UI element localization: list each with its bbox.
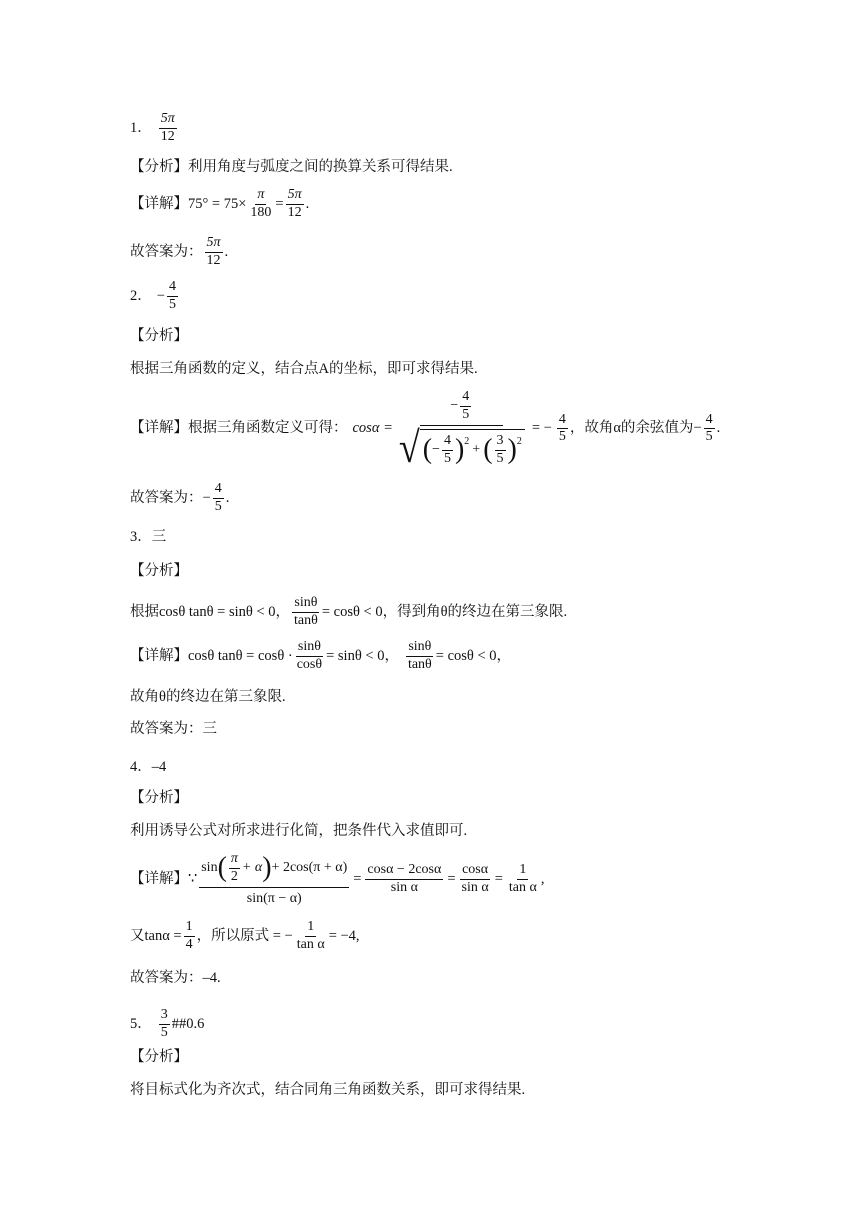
q2-answer-line	[130, 280, 180, 312]
q2-big-num	[420, 390, 503, 426]
q3-l2c: = cosθ < 0，	[435, 647, 512, 664]
q4-l2c: = −4,	[328, 927, 360, 944]
q3-f2n: sinθ	[296, 640, 323, 657]
q4-itd: tan α	[296, 936, 325, 952]
q1-final-answer	[130, 236, 228, 268]
q4-frac3	[460, 863, 491, 895]
q5-d: 5	[160, 1024, 168, 1040]
q3-l1a: 根据cosθ tanθ = sinθ < 0，	[130, 603, 291, 620]
q2-r5: 5	[558, 429, 566, 445]
q4-l2b: ，所以原式 = −	[196, 927, 293, 944]
q1-180: 180	[250, 204, 272, 220]
q1-result-den: 12	[287, 204, 302, 220]
q4-f3d: sin α	[461, 880, 489, 896]
q3-frac2	[295, 640, 324, 672]
q2-minus: −	[156, 287, 165, 304]
q1-result-fraction	[286, 188, 304, 220]
q1-answer-line	[130, 112, 179, 144]
q2-neg-four-fifths	[460, 390, 471, 422]
q3-l1b: = cosθ < 0，得到角θ的终边在第三象限.	[321, 603, 568, 620]
q3-number: 3．	[130, 529, 152, 545]
q2-result	[557, 413, 568, 445]
q4-f4d: tan α	[508, 880, 537, 896]
q3-analysis-text	[130, 596, 567, 628]
q4-number: 4．	[130, 759, 152, 775]
q2-cos-alpha: cosα =	[352, 420, 393, 437]
q4-big-fraction	[199, 852, 349, 907]
q4-sin: sin	[201, 859, 218, 875]
q4-answer-line	[130, 760, 166, 775]
q5-answer-fraction	[159, 1008, 170, 1040]
q2-analysis-label: 【分析】	[130, 328, 188, 344]
q1-solution-label: 【详解】	[130, 195, 188, 212]
sqrt-icon: √ ( − $\frac{4}{5}$ ) 2 + ( $\frac{3}{5}$ ) 2	[399, 429, 525, 467]
q3-f2d: cosθ	[296, 656, 323, 672]
q3-f3d: tanθ	[407, 656, 432, 672]
q4-analysis-label: 【分析】	[130, 790, 188, 806]
q4-inv-tan	[295, 920, 327, 952]
q2-answer-fraction	[167, 280, 178, 312]
q5-alt-answer: ##0.6	[171, 1015, 205, 1032]
q4-it1: 1	[305, 920, 316, 937]
q1-answer-denominator: 12	[160, 128, 175, 144]
q4-q4: 4	[185, 936, 193, 952]
q4-pi-half	[229, 852, 240, 884]
q5-answer-line	[130, 1008, 204, 1040]
q3-f1n: sinθ	[292, 596, 319, 613]
q2-big-den	[397, 424, 527, 473]
q3-frac3	[406, 640, 434, 672]
q4-eq1: =	[353, 871, 362, 888]
q2-solution	[130, 389, 721, 473]
q4-line2	[130, 920, 360, 952]
q4-f2d: sin α	[390, 880, 418, 896]
q4-quarter	[184, 920, 195, 952]
q3-f3n: sinθ	[406, 640, 433, 657]
q4-eq2: =	[447, 871, 456, 888]
q2-tail-fraction	[704, 413, 715, 445]
q1-degree-expr: 75° = 75×	[188, 195, 247, 212]
q2-ans-den: 5	[168, 296, 176, 312]
q2-t5: 5	[705, 429, 713, 445]
q4-big-num: sin ( $\frac{\pi}{2}$ + α ) + 2cos(π + α)	[199, 852, 349, 888]
q3-final-answer: 故答案为：三	[130, 721, 217, 737]
q4-frac2	[365, 863, 443, 895]
q2-d3: 3	[495, 434, 506, 451]
q3-answer: 三	[151, 529, 167, 545]
q2-final-label: 故答案为：	[130, 489, 203, 506]
q1-period: .	[305, 195, 310, 212]
q1-analysis-label: 【分析】	[130, 159, 188, 175]
q1-solution	[130, 188, 309, 220]
q2-tail-minus: −	[693, 420, 702, 437]
q5-analysis-text: 将目标式化为齐次式，结合同角三角函数关系，即可求得结果.	[130, 1082, 526, 1098]
q4-two-cos: + 2cos(π + α)	[271, 859, 348, 875]
q2-d5b: 5	[496, 450, 504, 466]
q1-number: 1．	[130, 119, 152, 136]
q2-solution-label: 【详解】	[130, 420, 188, 437]
q4-big-den: sin(π − α)	[246, 891, 302, 907]
q1-final-den: 12	[206, 252, 221, 268]
q2-final-period: .	[225, 489, 230, 506]
q2-d5: 5	[443, 450, 451, 466]
q1-final-label: 故答案为：	[130, 243, 203, 260]
because-icon: ∵	[188, 871, 198, 888]
q4-plus-alpha: + α	[241, 859, 263, 875]
q3-l2a: cosθ tanθ = cosθ ·	[188, 647, 293, 664]
q2-number: 2．	[130, 287, 152, 304]
q4-f3n: cosα	[460, 863, 490, 880]
q2-r4: 4	[557, 413, 568, 430]
q4-solution	[130, 852, 544, 907]
q3-f1d: tanθ	[294, 612, 318, 628]
q1-analysis-text: 利用角度与弧度之间的换算关系可得结果.	[188, 159, 453, 175]
q3-conclusion: 故角θ的终边在第三象限.	[130, 689, 286, 705]
q4-answer: –4	[151, 759, 167, 775]
q3-solution-label: 【详解】	[130, 647, 188, 664]
q4-eq3: =	[494, 871, 503, 888]
q1-analysis	[130, 160, 453, 175]
q4-final-answer: 故答案为：–4.	[130, 970, 221, 986]
q2-n5: 5	[462, 406, 470, 422]
q2-f5: 5	[214, 498, 222, 514]
q3-answer-line	[130, 530, 166, 545]
q1-result-num: 5π	[286, 188, 304, 205]
q4-f2n: cosα − 2cosα	[365, 863, 443, 880]
q2-analysis-text: 根据三角函数的定义，结合点A的坐标，即可求得结果.	[130, 361, 478, 377]
q2-eq: = −	[531, 420, 552, 437]
q4-analysis-text: 利用诱导公式对所求进行化简，把条件代入求值即可.	[130, 823, 468, 839]
q4-2: 2	[230, 868, 238, 884]
q1-final-period: .	[224, 243, 229, 260]
q2-d4: 4	[442, 434, 453, 451]
q1-pi: π	[255, 188, 266, 205]
q1-answer-numerator: 5π	[159, 112, 177, 129]
q2-tail-period: .	[716, 420, 721, 437]
q2-f4: 4	[213, 482, 224, 499]
q1-equals: =	[275, 195, 284, 212]
q2-tail-text: ，故角α的余弦值为	[569, 420, 694, 437]
q1-final-num: 5π	[205, 236, 223, 253]
q2-big-fraction	[397, 389, 527, 473]
q5-number: 5．	[130, 1015, 152, 1032]
q4-comma: ,	[540, 871, 545, 888]
q4-f4n: 1	[517, 863, 528, 880]
q4-q1: 1	[184, 920, 195, 937]
q2-final-fraction	[213, 482, 224, 514]
q4-frac4	[507, 863, 539, 895]
q4-l2a: 又tanα =	[130, 927, 182, 944]
q1-final-fraction	[205, 236, 223, 268]
q5-analysis-label: 【分析】	[130, 1049, 188, 1065]
q2-ans-num: 4	[167, 280, 178, 297]
q4-pi: π	[229, 852, 240, 869]
q3-frac1	[292, 596, 320, 628]
q4-solution-label: 【详解】	[130, 871, 188, 888]
q2-n4: 4	[460, 390, 471, 407]
q2-final-answer	[130, 482, 229, 514]
q2-neg: −	[450, 397, 459, 413]
q3-l2b: = sinθ < 0，	[326, 647, 399, 664]
q2-solution-text: 根据三角函数定义可得：	[188, 420, 348, 437]
q1-pi-over-180	[248, 188, 273, 220]
q3-solution	[130, 640, 511, 672]
q2-t4: 4	[704, 413, 715, 430]
q1-answer-fraction	[159, 112, 177, 144]
q3-analysis-label: 【分析】	[130, 563, 188, 579]
q2-final-minus: −	[202, 489, 211, 506]
q5-n: 3	[159, 1008, 170, 1025]
